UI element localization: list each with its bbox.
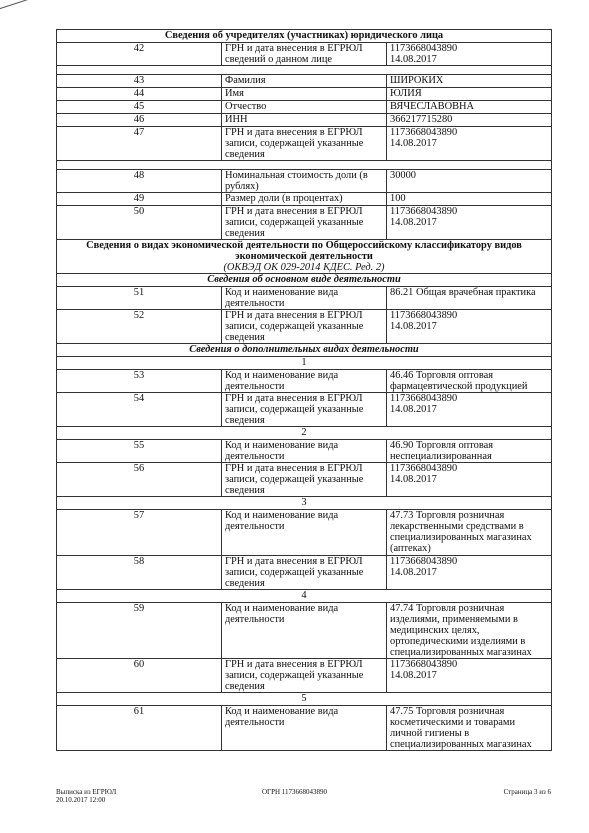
row-value: 46.90 Торговля оптовая неспециализированная — [387, 440, 552, 463]
section-row — [57, 30, 552, 43]
main-activity-title: Сведения об основном виде деятельности — [57, 274, 552, 287]
table-row — [57, 602, 552, 658]
grn-value: 1173668043890 — [390, 463, 458, 475]
grn-value: 1173668043890 — [390, 206, 458, 218]
group-number: 5 — [57, 692, 552, 705]
row-value: 47.74 Торговля розничная изделиями, применяемыми в медицинских целях, ортопедическими изделиями в специализированных магазинах — [387, 602, 552, 658]
date-value: 14.08.2017 — [390, 138, 437, 150]
group-row — [57, 497, 552, 510]
grn-value: 1173668043890 — [390, 127, 458, 139]
row-number: 45 — [57, 101, 222, 114]
grn-value: 1173668043890 — [390, 658, 458, 670]
spacer-row — [57, 66, 552, 75]
row-label: Отчество — [222, 101, 387, 114]
group-number: 3 — [57, 497, 552, 510]
row-value: 366217715280 — [387, 114, 552, 127]
table-row — [57, 510, 552, 555]
row-label: ГРН и дата внесения в ЕГРЮЛ записи, содержащей указанные сведения — [222, 206, 387, 240]
row-number: 50 — [57, 206, 222, 240]
row-value: 47.73 Торговля розничная лекарственными средствами в специализированных магазинах (аптеках) — [387, 510, 552, 555]
row-number: 46 — [57, 114, 222, 127]
date-value: 14.08.2017 — [390, 474, 437, 486]
row-label: Имя — [222, 88, 387, 101]
spacer-row — [57, 161, 552, 170]
group-row — [57, 692, 552, 705]
row-number: 44 — [57, 88, 222, 101]
group-number: 1 — [57, 357, 552, 370]
additional-activity-title: Сведения о дополнительных видах деятельности — [57, 344, 552, 357]
subsection-row — [57, 274, 552, 287]
footer-extract-title: Выписка из ЕГРЮЛ — [56, 788, 117, 796]
footer-extract-info — [56, 788, 116, 804]
table-row — [57, 101, 552, 114]
row-value: ЮЛИЯ — [387, 88, 552, 101]
table-row — [57, 393, 552, 427]
row-label: Код и наименование вида деятельности — [222, 287, 387, 310]
row-value: 100 — [387, 193, 552, 206]
row-value: 46.46 Торговля оптовая фармацевтической продукцией — [387, 370, 552, 393]
table-row — [57, 287, 552, 310]
date-value: 14.08.2017 — [390, 669, 437, 681]
table-row — [57, 658, 552, 692]
group-row — [57, 589, 552, 602]
subsection-row — [57, 344, 552, 357]
group-number: 4 — [57, 589, 552, 602]
row-number: 54 — [57, 393, 222, 427]
grn-value: 1173668043890 — [390, 555, 458, 567]
row-value — [387, 463, 552, 497]
date-value: 14.08.2017 — [390, 404, 437, 416]
row-value — [387, 206, 552, 240]
footer-extract-datetime: 20.10.2017 12:00 — [56, 796, 106, 805]
table-row — [57, 310, 552, 344]
grn-value: 1173668043890 — [390, 310, 458, 322]
row-label: Фамилия — [222, 75, 387, 88]
table-row — [57, 206, 552, 240]
table-row — [57, 370, 552, 393]
table-row — [57, 43, 552, 66]
row-label: ГРН и дата внесения в ЕГРЮЛ записи, содержащей указанные сведения — [222, 555, 387, 589]
row-value — [387, 555, 552, 589]
row-label: Код и наименование вида деятельности — [222, 705, 387, 750]
section-row — [57, 240, 552, 274]
date-value: 14.08.2017 — [390, 566, 437, 578]
row-label: ГРН и дата внесения в ЕГРЮЛ записи, содержащей указанные сведения — [222, 127, 387, 161]
row-value — [387, 658, 552, 692]
row-number: 52 — [57, 310, 222, 344]
row-label: ГРН и дата внесения в ЕГРЮЛ записи, содержащей указанные сведения — [222, 658, 387, 692]
table-row — [57, 705, 552, 750]
table-row — [57, 88, 552, 101]
table-row — [57, 440, 552, 463]
group-number: 2 — [57, 427, 552, 440]
founders-section-title: Сведения об учредителях (участниках) юридического лица — [57, 30, 552, 43]
row-label: ГРН и дата внесения в ЕГРЮЛ записи, содержащей указанные сведения — [222, 463, 387, 497]
row-value: 86.21 Общая врачебная практика — [387, 287, 552, 310]
row-label: ГРН и дата внесения в ЕГРЮЛ записи, содержащей указанные сведения — [222, 310, 387, 344]
date-value: 14.08.2017 — [390, 54, 437, 66]
page-corner-fold-mark — [0, 0, 64, 20]
row-value — [387, 127, 552, 161]
group-row — [57, 357, 552, 370]
row-label: Размер доли (в процентах) — [222, 193, 387, 206]
table-row — [57, 463, 552, 497]
grn-value: 1173668043890 — [390, 43, 458, 54]
row-value: ШИРОКИХ — [387, 75, 552, 88]
row-label: Код и наименование вида деятельности — [222, 510, 387, 555]
row-value — [387, 43, 552, 66]
row-label: Код и наименование вида деятельности — [222, 370, 387, 393]
table-row — [57, 170, 552, 193]
row-number: 61 — [57, 705, 222, 750]
row-label: Код и наименование вида деятельности — [222, 440, 387, 463]
row-number: 58 — [57, 555, 222, 589]
row-number: 60 — [57, 658, 222, 692]
row-label: ГРН и дата внесения в ЕГРЮЛ сведений о данном лице — [222, 43, 387, 66]
row-number: 53 — [57, 370, 222, 393]
footer-ogrn: ОГРН 1173668043890 — [262, 788, 328, 796]
table-row — [57, 75, 552, 88]
row-number: 59 — [57, 602, 222, 658]
footer-page-number: Страница 3 из 6 — [503, 788, 551, 796]
table-row — [57, 193, 552, 206]
row-number: 47 — [57, 127, 222, 161]
egrul-table — [56, 29, 552, 751]
row-number: 56 — [57, 463, 222, 497]
row-number: 48 — [57, 170, 222, 193]
row-number: 51 — [57, 287, 222, 310]
row-label: Код и наименование вида деятельности — [222, 602, 387, 658]
row-value: 47.75 Торговля розничная косметическими и товарами личной гигиены в специализированных магазинах — [387, 705, 552, 750]
okved-edition: (ОКВЭД ОК 029-2014 КДЕС. Ред. 2) — [223, 262, 385, 274]
table-row — [57, 555, 552, 589]
row-label: ГРН и дата внесения в ЕГРЮЛ записи, содержащей указанные сведения — [222, 393, 387, 427]
row-value — [387, 393, 552, 427]
row-value: 30000 — [387, 170, 552, 193]
grn-value: 1173668043890 — [390, 393, 458, 405]
table-row — [57, 127, 552, 161]
activity-title-text: Сведения о видах экономической деятельности по Общероссийскому классификатору видов экономической деятельности — [86, 240, 522, 263]
row-number: 43 — [57, 75, 222, 88]
row-number: 42 — [57, 43, 222, 66]
row-label: ИНН — [222, 114, 387, 127]
activity-section-title — [57, 240, 552, 274]
table-row — [57, 114, 552, 127]
row-number: 55 — [57, 440, 222, 463]
row-label: Номинальная стоимость доли (в рублях) — [222, 170, 387, 193]
date-value: 14.08.2017 — [390, 217, 437, 229]
group-row — [57, 427, 552, 440]
row-number: 49 — [57, 193, 222, 206]
date-value: 14.08.2017 — [390, 321, 437, 333]
row-value: ВЯЧЕСЛАВОВНА — [387, 101, 552, 114]
row-value — [387, 310, 552, 344]
row-number: 57 — [57, 510, 222, 555]
